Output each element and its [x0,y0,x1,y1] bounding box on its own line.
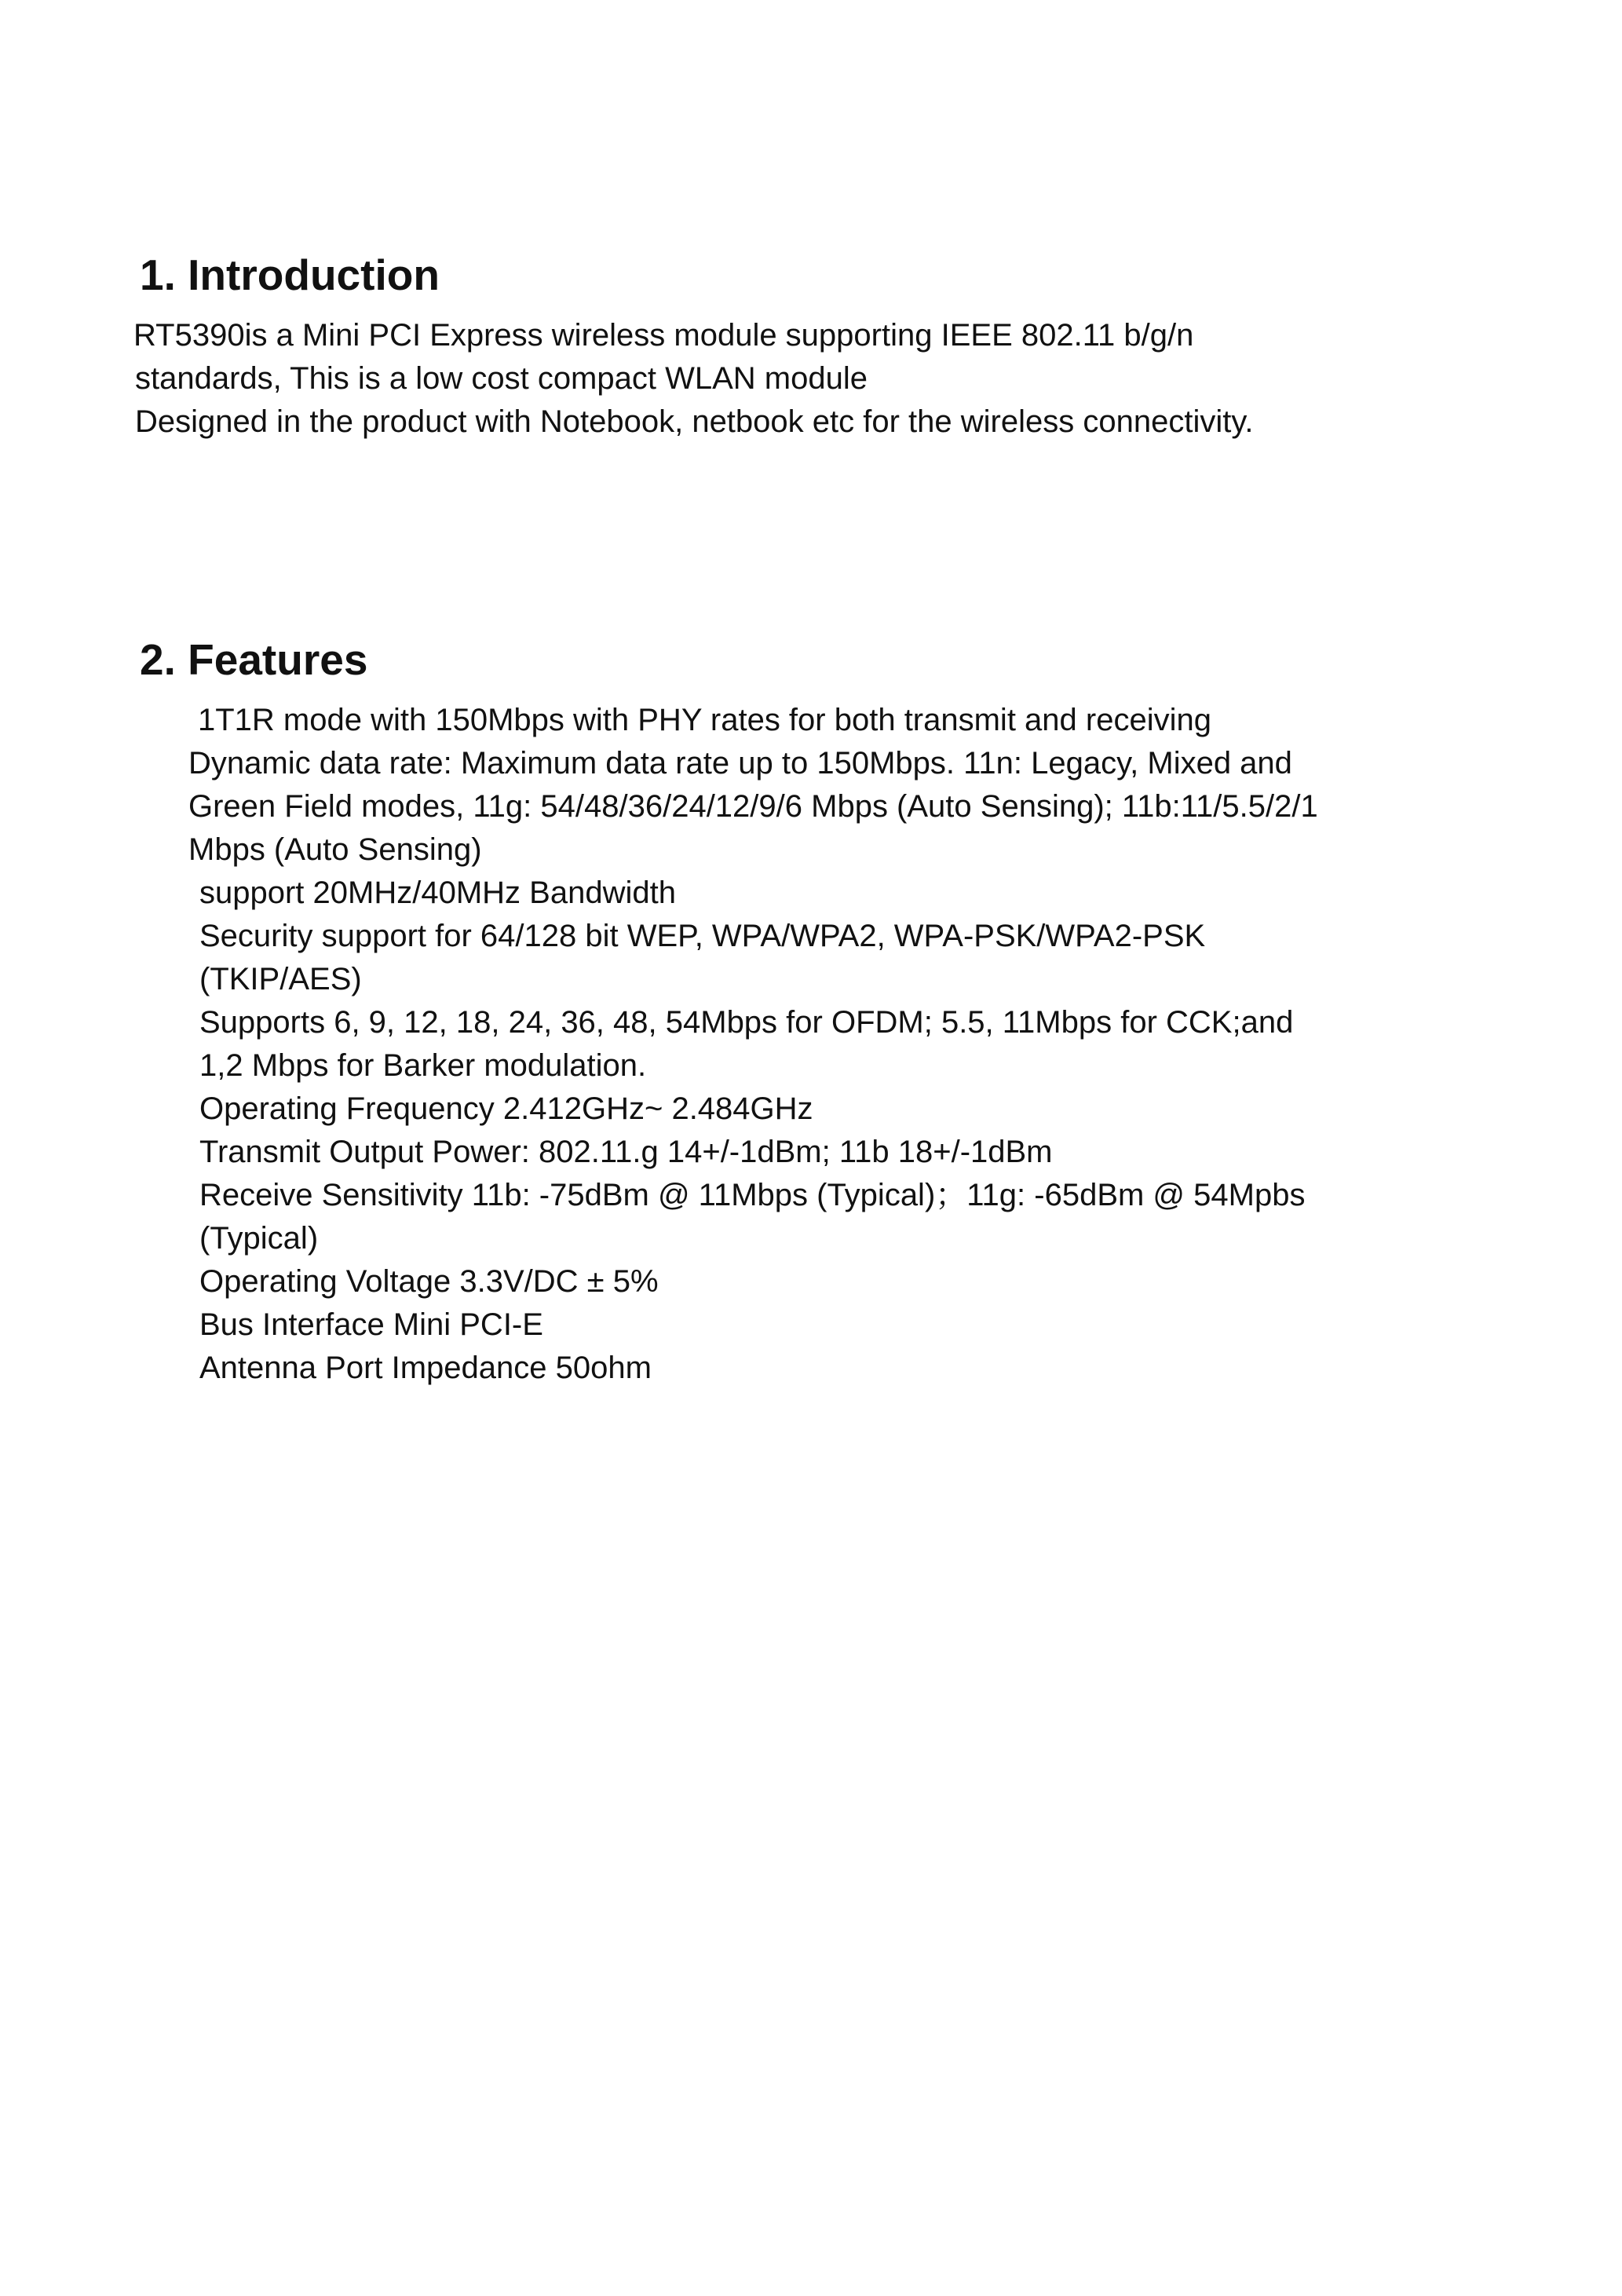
feature-item [198,699,1523,742]
features-heading: 2. Features [140,635,368,684]
feature-line: Mbps (Auto Sensing) [188,832,482,867]
feature-line: Dynamic data rate: Maximum data rate up to 150Mbps. 11n: Legacy, Mixed and [188,746,1292,781]
feature-item [199,1088,1523,1131]
feature-line: Supports 6, 9, 12, 18, 24, 36, 48, 54Mbps for OFDM; 5.5, 11Mbps for CCK;and [199,1005,1294,1040]
feature-item [199,1174,1523,1260]
feature-line: Bus Interface Mini PCI-E [199,1307,543,1342]
feature-item [188,742,1523,872]
feature-item [199,1260,1523,1303]
introduction-line: Designed in the product with Notebook, netbook etc for the wireless connectivity. [135,404,1254,439]
feature-item [199,1303,1523,1347]
introduction-line: standards, This is a low cost compact WLAN module [135,361,868,396]
feature-line: Antenna Port Impedance 50ohm [199,1351,652,1385]
feature-item [199,915,1523,1001]
feature-item [199,1001,1523,1088]
introduction-body [135,314,1548,444]
feature-line: Security support for 64/128 bit WEP, WPA/WPA2, WPA-PSK/WPA2-PSK [199,919,1206,953]
introduction-line: RT5390is a Mini PCI Express wireless module supporting IEEE 802.11 b/g/n [133,318,1194,353]
feature-line: Operating Frequency 2.412GHz~ 2.484GHz [199,1091,813,1126]
feature-item [199,1131,1523,1174]
introduction-heading: 1. Introduction [140,250,440,299]
feature-line: Receive Sensitivity 11b: -75dBm @ 11Mbps (Typical)；11g: -65dBm @ 54Mpbs [199,1178,1306,1212]
feature-line: support 20MHz/40MHz Bandwidth [199,876,676,910]
feature-line: Operating Voltage 3.3V/DC ± 5% [199,1264,659,1299]
feature-line: Transmit Output Power: 802.11.g 14+/-1dBm; 11b 18+/-1dBm [199,1135,1053,1169]
feature-item [199,872,1523,915]
feature-line: Green Field modes, 11g: 54/48/36/24/12/9/6 Mbps (Auto Sensing); 11b:11/5.5/2/1 [188,789,1318,824]
feature-line: (Typical) [199,1221,319,1256]
feature-line: 1T1R mode with 150Mbps with PHY rates for both transmit and receiving [198,703,1211,737]
features-list [188,699,1523,1390]
feature-line: 1,2 Mbps for Barker modulation. [199,1048,647,1083]
feature-item [199,1347,1523,1390]
feature-line: (TKIP/AES) [199,962,362,996]
